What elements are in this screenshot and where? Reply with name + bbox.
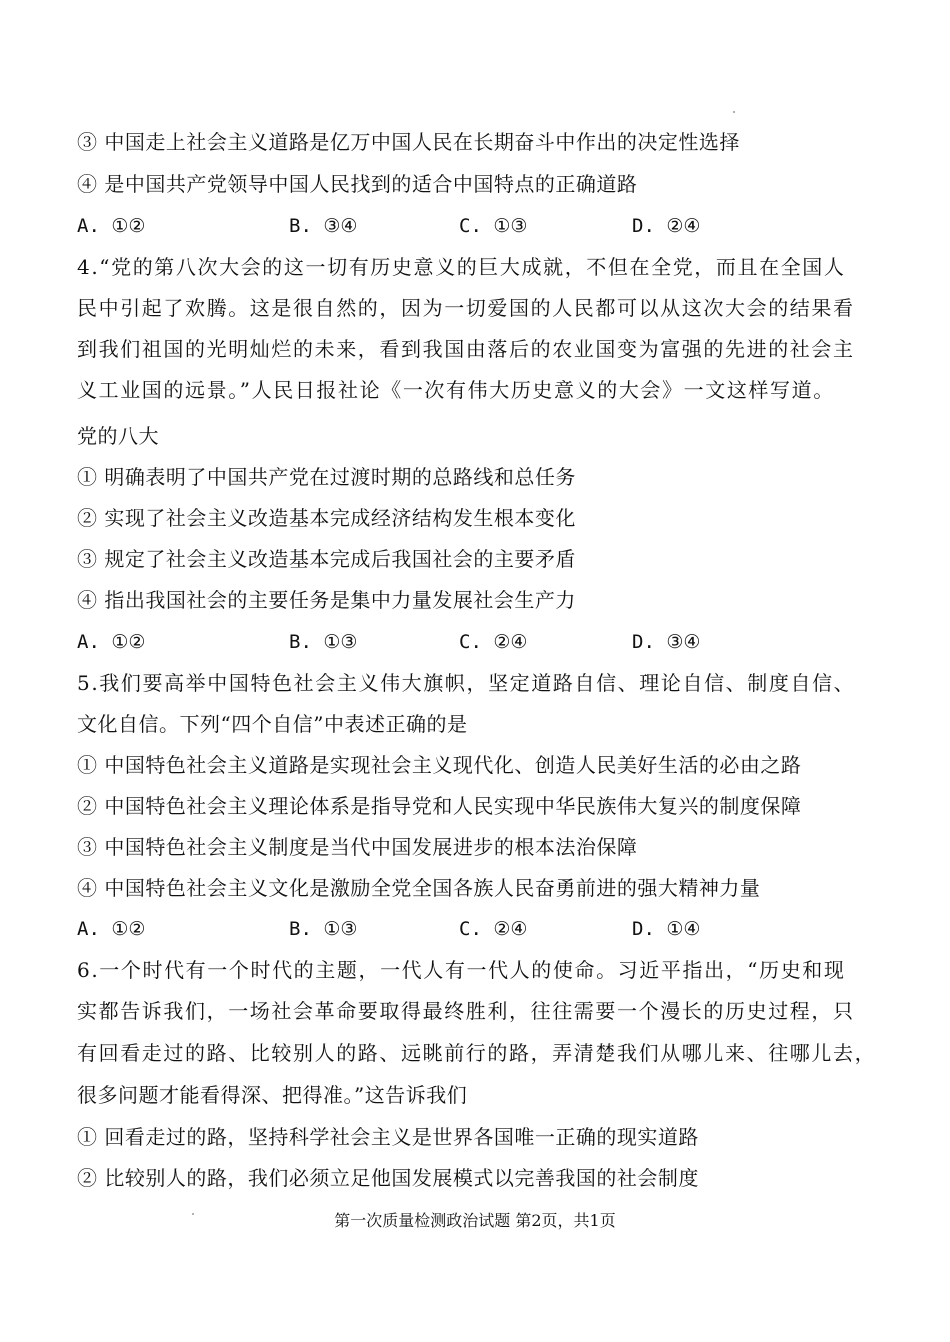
q4-stem-line-3: 到我们祖国的光明灿烂的未来，看到我国由落后的农业国变为富强的先进的社会主: [77, 337, 855, 361]
q4-stem-line-1: 4.“党的第八次大会的这一切有历史意义的巨大成就，不但在全党，而且在全国人: [77, 255, 846, 279]
q3-option-b[interactable]: B. ③④: [289, 215, 358, 237]
q5-option-c[interactable]: C. ②④: [459, 918, 528, 940]
q4-item-3: ③ 规定了社会主义改造基本完成后我国社会的主要矛盾: [77, 547, 576, 571]
q4-item-4: ④ 指出我国社会的主要任务是集中力量发展社会生产力: [77, 588, 576, 612]
q3-option-a[interactable]: A. ①②: [77, 215, 146, 237]
q3-option-d[interactable]: D. ②④: [632, 215, 701, 237]
q5-option-b[interactable]: B. ①③: [289, 918, 358, 940]
q6-stem-line-4: 很多问题才能看得深、把得准。”这告诉我们: [77, 1083, 468, 1107]
q4-stem-line-4: 义工业国的远景。”人民日报社论《一次有伟大历史意义的大会》一文这样写道。: [77, 378, 835, 402]
q5-stem-line-2: 文化自信。下列“四个自信”中表述正确的是: [77, 712, 468, 736]
q6-stem-line-3: 有回看走过的路、比较别人的路、远眺前行的路，弄清楚我们从哪儿来、往哪儿去，: [77, 1041, 877, 1065]
q3-options: [77, 212, 837, 240]
q6-stem-line-2: 实都告诉我们，一场社会革命要取得最终胜利，往往需要一个漫长的历史过程，只: [77, 999, 855, 1023]
q5-item-2: ② 中国特色社会主义理论体系是指导党和人民实现中华民族伟大复兴的制度保障: [77, 794, 802, 818]
q6-item-1: ① 回看走过的路，坚持科学社会主义是世界各国唯一正确的现实道路: [77, 1125, 699, 1149]
q4-options: [77, 628, 837, 656]
q5-item-4: ④ 中国特色社会主义文化是激励全党全国各族人民奋勇前进的强大精神力量: [77, 876, 761, 900]
q4-option-a[interactable]: A. ①②: [77, 631, 146, 653]
q6-stem-line-1: 6.一个时代有一个时代的主题，一代人有一代人的使命。习近平指出，“历史和现: [77, 958, 846, 982]
q4-option-c[interactable]: C. ②④: [459, 631, 528, 653]
q3-option-c[interactable]: C. ①③: [459, 215, 528, 237]
q4-stem-line-5: 党的八大: [77, 424, 159, 448]
q5-option-d[interactable]: D. ①④: [632, 918, 701, 940]
q5-item-1: ① 中国特色社会主义道路是实现社会主义现代化、创造人民美好生活的必由之路: [77, 753, 802, 777]
q4-option-d[interactable]: D. ③④: [632, 631, 701, 653]
scan-speck: [733, 111, 735, 113]
q5-options: [77, 915, 837, 943]
q3-item-3: ③ 中国走上社会主义道路是亿万中国人民在长期奋斗中作出的决定性选择: [77, 130, 740, 154]
q4-item-2: ② 实现了社会主义改造基本完成经济结构发生根本变化: [77, 506, 576, 530]
q4-stem-line-2: 民中引起了欢腾。这是很自然的，因为一切爱国的人民都可以从这次大会的结果看: [77, 296, 855, 320]
q3-item-4: ④ 是中国共产党领导中国人民找到的适合中国特点的正确道路: [77, 172, 638, 196]
q5-option-a[interactable]: A. ①②: [77, 918, 146, 940]
q4-option-b[interactable]: B. ①③: [289, 631, 358, 653]
q5-stem-line-1: 5.我们要高举中国特色社会主义伟大旗帜，坚定道路自信、理论自信、制度自信、: [77, 671, 856, 695]
page-footer: 第一次质量检测政治试题 第2页，共1页: [334, 1211, 616, 1230]
q5-item-3: ③ 中国特色社会主义制度是当代中国发展进步的根本法治保障: [77, 835, 638, 859]
q4-item-1: ① 明确表明了中国共产党在过渡时期的总路线和总任务: [77, 465, 576, 489]
q6-item-2: ② 比较别人的路，我们必须立足他国发展模式以完善我国的社会制度: [77, 1166, 699, 1190]
